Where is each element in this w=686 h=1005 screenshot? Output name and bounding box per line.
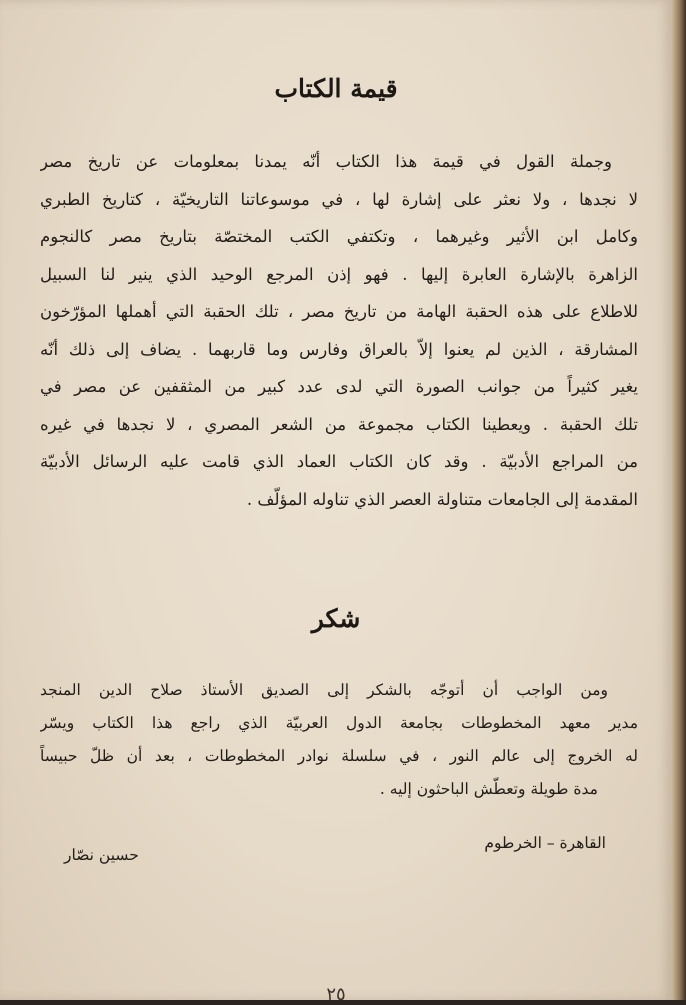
text-line: من المراجع الأدبيّة . وقد كان الكتاب العماد الذي قامت عليه الرسائل الأدبيّة — [40, 452, 638, 471]
text-line: للاطلاع على هذه الحقبة الهامة من تاريخ مصر ، تلك الحقبة التي أهملها المؤرّخون — [40, 302, 638, 321]
signature-author: حسين نصّار — [64, 846, 139, 864]
text-line: الزاهرة بالإشارة العابرة إليها . فهو إذن المرجع الوحيد الذي ينير لنا السبيل — [40, 264, 638, 284]
paragraph-thanks — [40, 674, 638, 806]
section-title-thanks: شكر — [311, 604, 361, 633]
text-line: المقدمة إلى الجامعات متناولة العصر الذي تناوله المؤلّف . — [246, 489, 638, 509]
text-line: ومن الواجب أن أتوجّه بالشكر إلى الصديق الأستاذ صلاح الدين المنجد — [40, 681, 608, 699]
page-edge — [672, 0, 686, 1000]
text-line: وجملة القول في قيمة هذا الكتاب أنّه يمدنا بمعلومات عن تاريخ مصر — [40, 152, 612, 171]
text-line: يغير كثيراً من جوانب الصورة التي لدى عدد كبير من المثقفين عن مصر في — [40, 377, 638, 396]
text-line: وكامل ابن الأثير وغيرهما ، وتكتفي الكتب المختصّة بتاريخ مصر كالنجوم — [40, 227, 638, 246]
text-line: لا نجدها ، ولا نعثر على إشارة لها ، في موسوعاتنا التاريخيّة ، كتاريخ الطبري — [40, 189, 638, 209]
text-line: مدير معهد المخطوطات بجامعة الدول العربيّة الذي راجع هذا الكتاب ويسّر — [40, 714, 638, 732]
page-number: ٢٥ — [326, 984, 346, 1005]
section-title-book-value: قيمة الكتاب — [274, 74, 398, 103]
text-line: له الخروج إلى عالم النور ، في سلسلة نوادر المخطوطات ، بعد أن ظلّ حبيساً — [40, 747, 638, 765]
signature-place: القاهرة – الخرطوم — [484, 834, 606, 852]
text-line: المشارقة ، الذين لم يعنوا إلاّ بالعراق وفارس وما قاربهما . يضاف إلى ذلك أنّه — [40, 339, 638, 359]
text-line: تلك الحقبة . ويعطينا الكتاب مجموعة من الشعر المصري ، لا نجدها في غيره — [40, 414, 638, 434]
paragraph-book-value — [40, 143, 638, 518]
text-line: مدة طويلة وتعطّش الباحثون إليه . — [379, 780, 598, 798]
